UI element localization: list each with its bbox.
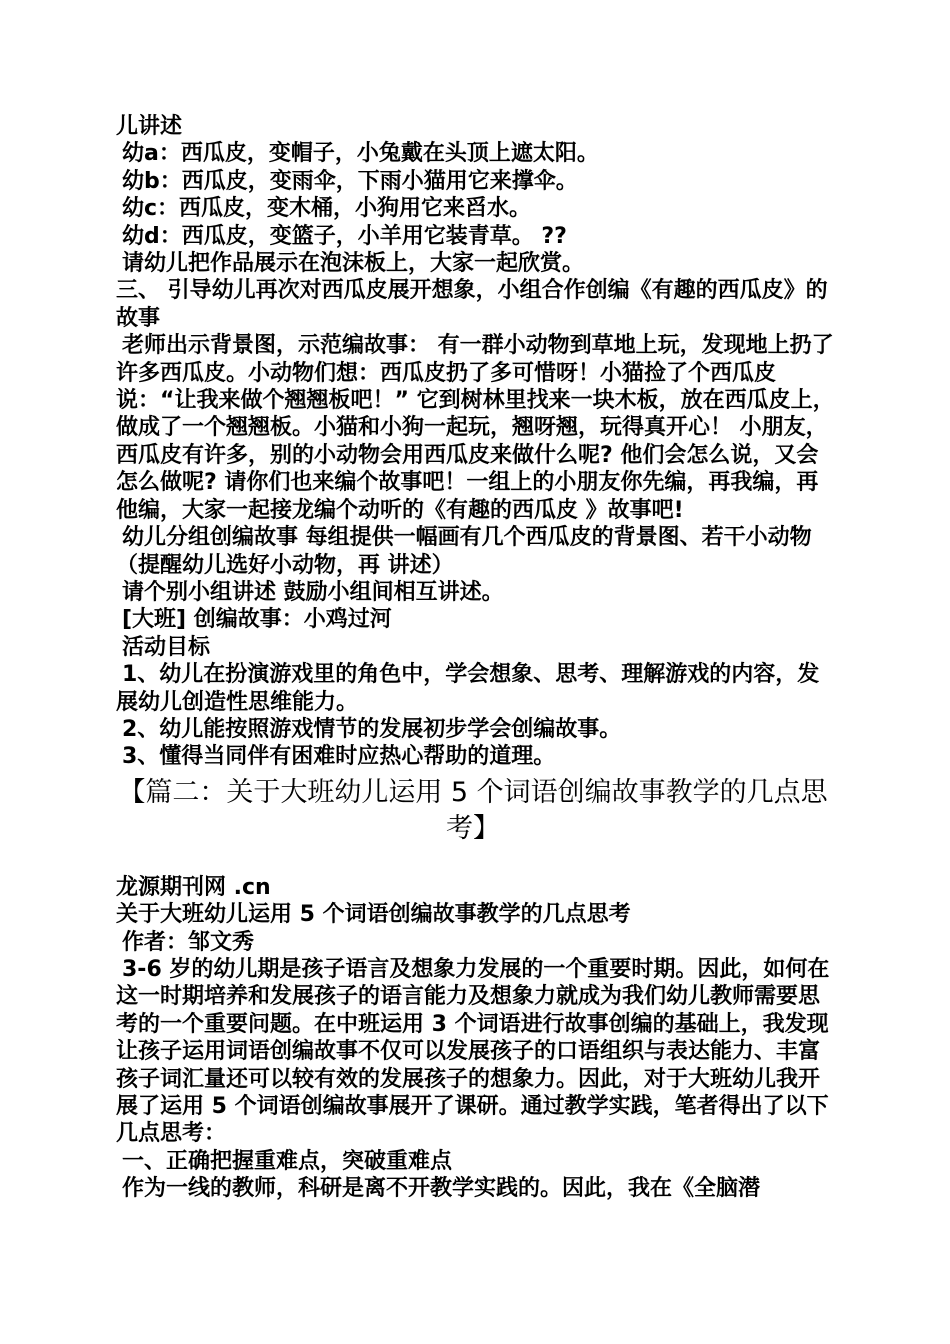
paragraph: 儿讲述 [116, 114, 183, 139]
paragraph: [大班] 创编故事：小鸡过河 [122, 607, 392, 633]
paragraph: 2、幼儿能按照游戏情节的发展初步学会创编故事。 [122, 716, 622, 742]
paragraph: 1、幼儿在扮演游戏里的角色中，学会想象、思考、理解游戏的内容，发展幼儿创造性思维能力。 [116, 662, 820, 715]
paragraph: 幼d：西瓜皮，变篮子，小羊用它装青草。 ?? [122, 223, 567, 249]
paragraph: 活动目标 [122, 634, 211, 660]
paragraph: 老师出示背景图，示范编故事： 有一群小动物到草地上玩，发现地上扔了许多西瓜皮。小动物们想：西瓜皮扔了多可惜呀！小猫捡了个西瓜皮说：“让我来做个翘翘板吧！” 它到树林里找来一块木板，放在西瓜皮上，做成了一个翘翘板。小猫和小狗一起玩，翘呀翘，玩得真开心！ 小朋友，西瓜皮有许多，别的小动物会用西瓜皮来做什么呢? 他们会怎么说，又会怎么做呢? 请你们也来编个故事吧！一组上的小朋友你先编，再我编，再他编，大家一起接龙编个动听的《有趣的西瓜皮 》故事吧! [116, 333, 835, 523]
paragraph: 作者：邹文秀 [122, 929, 255, 955]
paragraph: 一、正确把握重难点，突破重难点 [122, 1148, 453, 1174]
paragraph: 作为一线的教师，科研是离不开教学实践的。因此，我在《全脑潜 [122, 1176, 761, 1202]
text-block-bottom [116, 874, 840, 1203]
paragraph: 三、 引导幼儿再次对西瓜皮展开想象，小组合作创编《有趣的西瓜皮》的故事 [116, 278, 828, 331]
paragraph: 幼c：西瓜皮，变木桶，小狗用它来舀水。 [122, 196, 532, 222]
paragraph: 3、懂得当同伴有困难时应热心帮助的道理。 [122, 744, 556, 770]
paragraph: 幼儿分组创编故事 每组提供一幅画有几个西瓜皮的背景图、若干小动物（提醒幼儿选好小动物，再 讲述） [116, 525, 812, 578]
paragraph: 关于大班幼儿运用 5 个词语创编故事教学的几点思考 [116, 902, 631, 928]
paragraph: 幼a：西瓜皮，变帽子，小兔戴在头顶上遮太阳。 [122, 141, 599, 167]
paragraph: 请个别小组讲述 鼓励小组间相互讲述。 [122, 579, 504, 605]
paragraph: 龙源期刊网 .cn [116, 874, 271, 900]
text-block-top [116, 113, 840, 771]
paragraph: 请幼儿把作品展示在泡沫板上，大家一起欣赏。 [122, 251, 585, 277]
paragraph: 3-6 岁的幼儿期是孩子语言及想象力发展的一个重要时期。因此，如何在这一时期培养和发展孩子的语言能力及想象力就成为我们幼儿教师需要思考的一个重要问题。在中班运用 3 个词语进行故事创编的基础上，我发现让孩子运用词语创编故事不仅可以发展孩子的口语组织与表达能力、丰富孩子词汇量还可以较有效的发展孩子的想象力。因此，对于大班幼儿我开展了运用 5 个词语创编故事展开了课研。通过教学实践，笔者得出了以下几点思考： [116, 956, 830, 1147]
section-heading: 【篇二：关于大班幼儿运用 5 个词语创编故事教学的几点思考】 [118, 776, 828, 844]
document-body [116, 113, 840, 1203]
paragraph: 幼b：西瓜皮，变雨伞，下雨小猫用它来撑伞。 [122, 168, 578, 194]
